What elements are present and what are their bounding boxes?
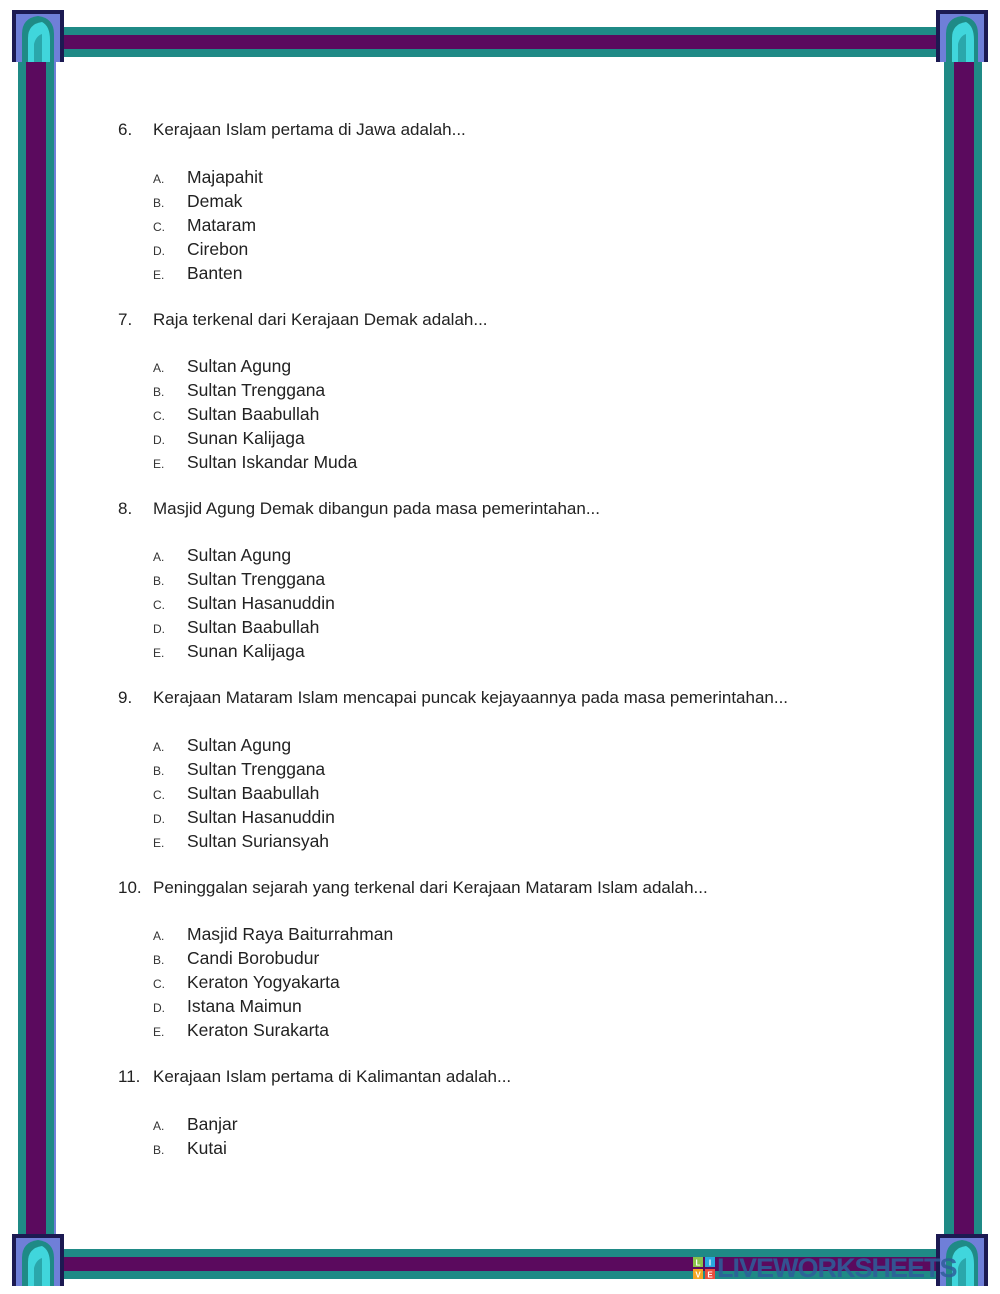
option-text: Sultan Agung [187, 545, 292, 565]
option-text: Cirebon [187, 239, 249, 259]
option-letter: D. [153, 244, 165, 258]
option-text: Demak [187, 191, 243, 211]
option-text: Sultan Agung [187, 735, 292, 755]
option-text: Mataram [187, 215, 257, 235]
question-text: Kerajaan Islam pertama di Kalimantan adalah... [153, 1067, 512, 1086]
question-number: 6. [118, 120, 133, 139]
question-text: Kerajaan Mataram Islam mencapai puncak kejayaannya pada masa pemerintahan... [153, 688, 789, 707]
logo-letter-l: L [695, 1258, 701, 1268]
option-letter: C. [153, 409, 165, 423]
option-letter: A. [153, 740, 165, 754]
option-text: Sultan Baabullah [187, 617, 320, 637]
option-text: Banjar [187, 1114, 238, 1134]
option-text: Keraton Surakarta [187, 1020, 330, 1040]
option-letter: A. [153, 1119, 165, 1133]
question-number: 7. [118, 310, 133, 329]
option-letter: E. [153, 646, 165, 660]
option-letter: D. [153, 622, 165, 636]
option-letter: B. [153, 953, 165, 967]
logo-letter-v: V [695, 1270, 701, 1279]
option-text: Sultan Suriansyah [187, 831, 330, 851]
question-text: Peninggalan sejarah yang terkenal dari Kerajaan Mataram Islam adalah... [153, 878, 708, 897]
option-letter: B. [153, 385, 165, 399]
option-letter: E. [153, 1025, 165, 1039]
option-letter: E. [153, 836, 165, 850]
option-text: Masjid Raya Baiturrahman [187, 924, 394, 944]
question-text: Raja terkenal dari Kerajaan Demak adalah... [153, 310, 488, 329]
option-letter: A. [153, 929, 165, 943]
option-letter: D. [153, 433, 165, 447]
question-text: Masjid Agung Demak dibangun pada masa pemerintahan... [153, 499, 601, 518]
option-letter: C. [153, 788, 165, 802]
option-text: Sultan Trenggana [187, 569, 326, 589]
option-text: Banten [187, 263, 243, 283]
option-text: Sunan Kalijaga [187, 641, 305, 661]
option-letter: A. [153, 172, 165, 186]
option-text: Istana Maimun [187, 996, 302, 1016]
option-text: Sultan Trenggana [187, 380, 326, 400]
option-letter: C. [153, 977, 165, 991]
option-letter: D. [153, 1001, 165, 1015]
option-letter: E. [153, 457, 165, 471]
logo-letter-i: I [708, 1258, 712, 1268]
question-number: 11. [118, 1067, 141, 1086]
option-text: Sultan Hasanuddin [187, 807, 335, 827]
logo-letter-e: E [707, 1270, 713, 1279]
option-text: Sunan Kalijaga [187, 428, 305, 448]
option-letter: A. [153, 361, 165, 375]
question-number: 9. [118, 688, 133, 707]
option-text: Kutai [187, 1138, 227, 1158]
option-letter: B. [153, 196, 165, 210]
option-text: Sultan Agung [187, 356, 292, 376]
option-text: Keraton Yogyakarta [187, 972, 340, 992]
option-letter: A. [153, 550, 165, 564]
question-number: 10. [118, 878, 142, 897]
option-text: Majapahit [187, 167, 263, 187]
option-text: Sultan Baabullah [187, 783, 320, 803]
question-number: 8. [118, 499, 133, 518]
option-text: Candi Borobudur [187, 948, 320, 968]
option-text: Sultan Hasanuddin [187, 593, 335, 613]
liveworksheets-logo-icon [693, 1257, 715, 1279]
watermark-text: LIVEWORKSHEETS [717, 1253, 957, 1283]
option-letter: B. [153, 1143, 165, 1157]
question-text: Kerajaan Islam pertama di Jawa adalah... [153, 120, 466, 139]
option-letter: C. [153, 598, 165, 612]
option-letter: B. [153, 764, 165, 778]
option-text: Sultan Baabullah [187, 404, 320, 424]
option-letter: E. [153, 268, 165, 282]
option-text: Sultan Iskandar Muda [187, 452, 358, 472]
option-letter: C. [153, 220, 165, 234]
option-letter: D. [153, 812, 165, 826]
option-text: Sultan Trenggana [187, 759, 326, 779]
option-letter: B. [153, 574, 165, 588]
